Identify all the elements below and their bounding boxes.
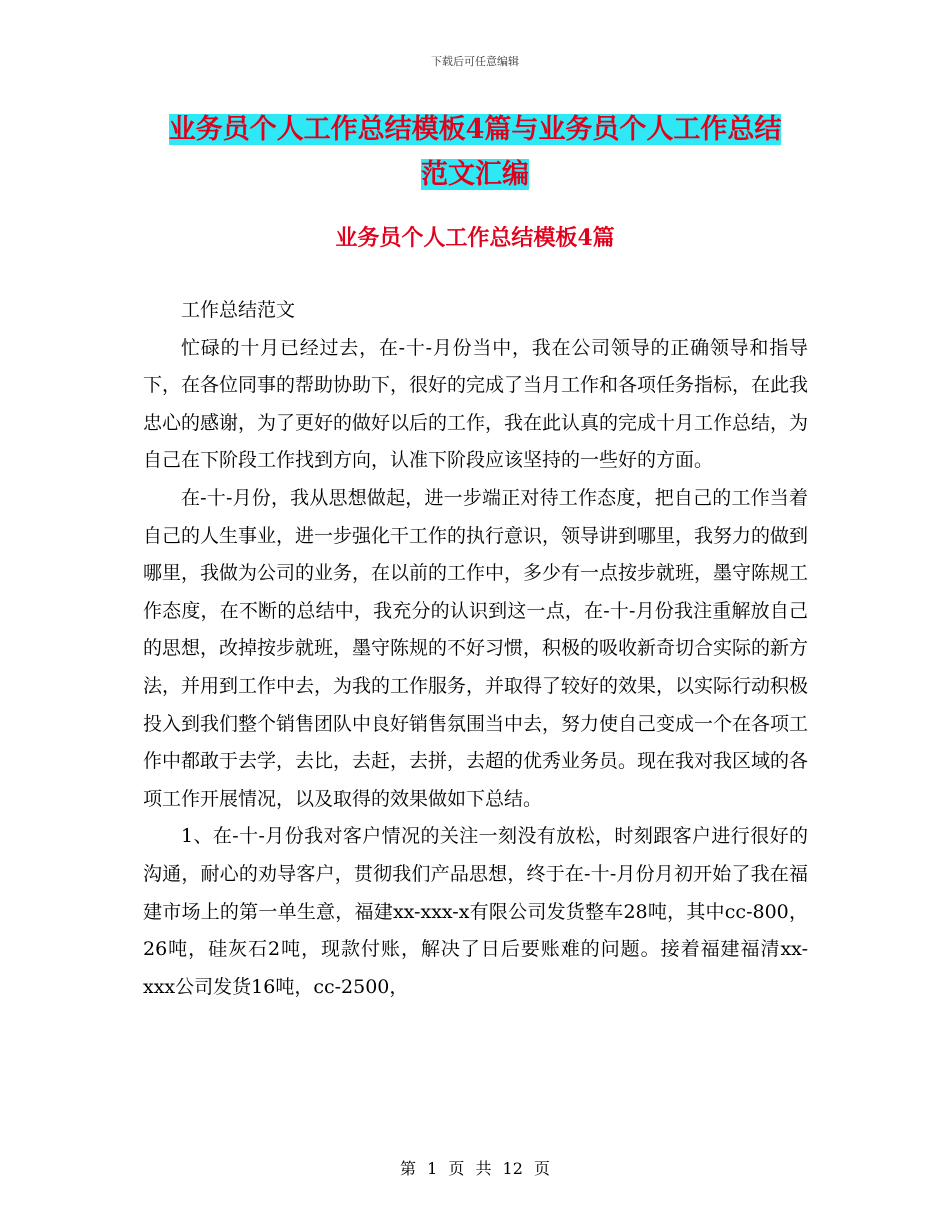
document-body bbox=[143, 292, 808, 1006]
header-note: 下载后可任意编辑 bbox=[431, 55, 519, 68]
document-title-line-1 bbox=[120, 108, 830, 152]
body-paragraph: 忙碌的十月已经过去，在-十-月份当中，我在公司领导的正确领导和指导下，在各位同事的帮助协助下，很好的完成了当月工作和各项任务指标，在此我忠心的感谢，为了更好的做好以后的工作，我在此认真的完成十月工作总结，为自己在下阶段工作找到方向，认准下阶段应该坚持的一些好的方面。 bbox=[143, 336, 809, 472]
section-title: 业务员个人工作总结模板4篇 bbox=[335, 225, 615, 251]
body-paragraph: 1、在-十-月份我对客户情况的关注一刻没有放松，时刻跟客户进行很好的沟通，耐心的劝导客户，贯彻我们产品思想，终于在-十-月份月初开始了我在福建市场上的第一单生意，福建xx-xxx-x有限公司发货整车28吨，其中cc-800，26吨，硅灰石2吨，现款付账，解决了日后要账难的问题。接着福建福清xx-xxx公司发货16吨，cc-2500， bbox=[143, 825, 808, 998]
body-paragraph: 在-十-月份，我从思想做起，进一步端正对待工作态度，把自己的工作当着自己的人生事业，进一步强化干工作的执行意识，领导讲到哪里，我努力的做到哪里，我做为公司的业务，在以前的工作中，多少有一点按步就班，墨守陈规工作态度，在不断的总结中，我充分的认识到这一点，在-十-月份我注重解放自己的思想，改掉按步就班，墨守陈规的不好习惯，积极的吸收新奇切合实际的新方法，并用到工作中去，为我的工作服务，并取得了较好的效果，以实际行动积极投入到我们整个销售团队中良好销售氛围当中去，努力使自己变成一个在各项工作中都敢于去学，去比，去赶，去拼，去超的优秀业务员。现在我对我区域的各项工作开展情况，以及取得的效果做如下总结。 bbox=[143, 486, 809, 810]
document-title-line-2 bbox=[120, 153, 830, 197]
page-number-footer: 第 1 页 共 12 页 bbox=[400, 1159, 550, 1178]
body-paragraph: 工作总结范文 bbox=[181, 299, 296, 321]
document-title-text-2: 范文汇编 bbox=[421, 159, 529, 190]
document-title-text-1: 业务员个人工作总结模板4篇与业务员个人工作总结 bbox=[168, 114, 782, 145]
